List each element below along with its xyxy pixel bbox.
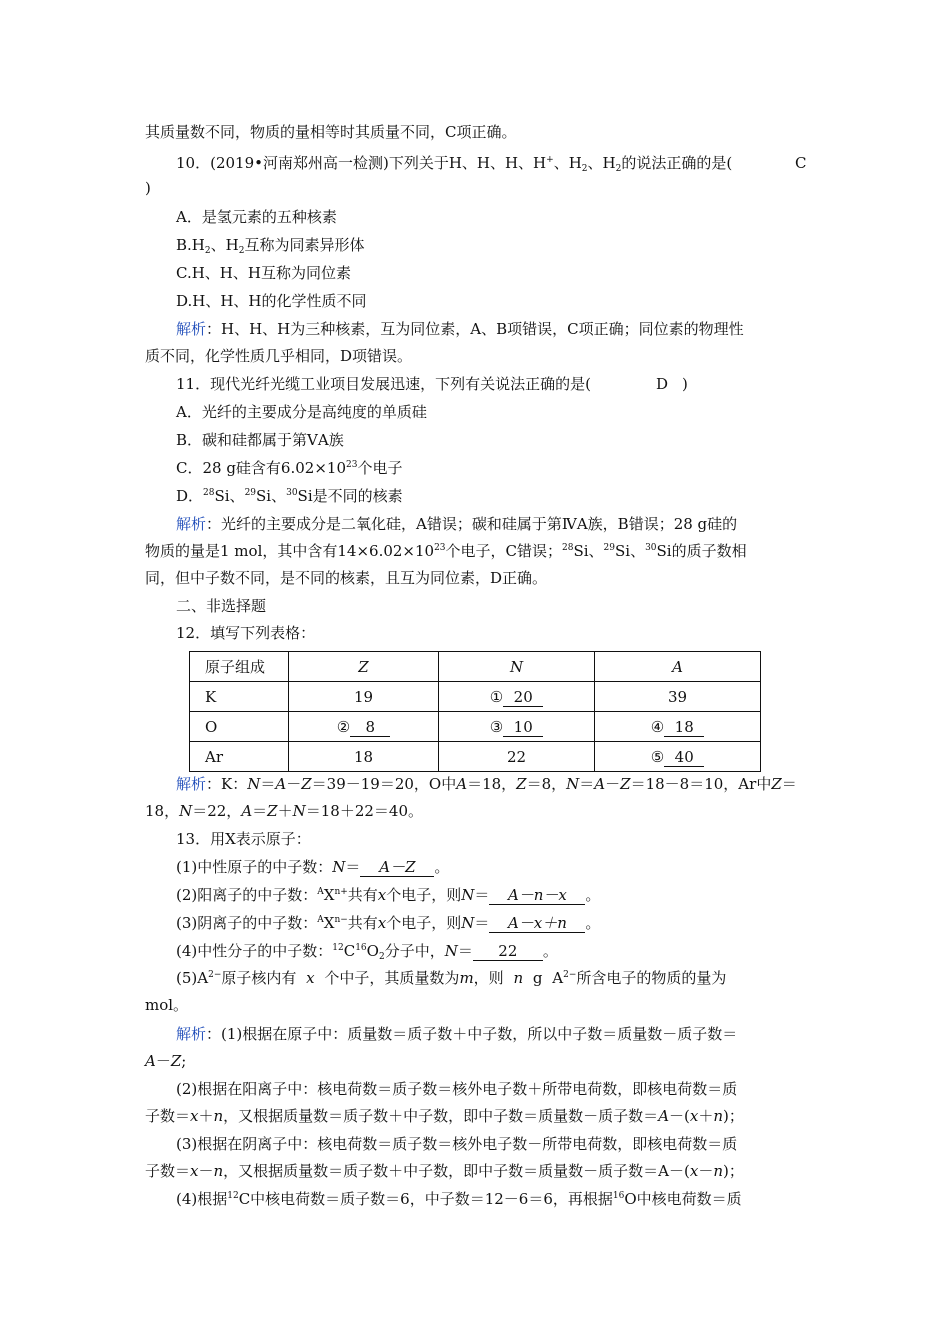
table-cell: O	[190, 712, 289, 742]
analysis-label: 解析	[176, 775, 207, 793]
option-c: C.H、H、H互称为同位素	[176, 264, 351, 282]
option-d: D．$^{28}$Si、$^{29}$Si、$^{30}$Si是不同的核素	[176, 487, 403, 505]
text-line: A－Z;	[145, 1052, 187, 1070]
table-header: Z	[289, 652, 439, 682]
blank-answer: 8	[350, 719, 390, 737]
table-cell: 19	[289, 682, 439, 712]
question-13-2: (2)阳离子的中子数：$^AX^{n+}$共有x个电子，则N＝ A－n－x 。	[176, 886, 601, 904]
text-line: 子数＝x－n，又根据质量数＝质子数＋中子数，即中子数＝质量数－质子数＝A－(x－n)；	[145, 1162, 744, 1180]
table-cell: ④ 18	[595, 712, 761, 742]
analysis-11: 解析：光纤的主要成分是二氧化硅，A错误；碳和硅属于第ⅣA族，B错误；28 g硅的	[176, 515, 738, 533]
blank-answer: 40	[664, 749, 704, 767]
text-line: )	[682, 375, 688, 393]
question-11: 11．现代光纤光缆工业项目发展迅速，下列有关说法正确的是(	[176, 375, 591, 393]
option-a: A．光纤的主要成分是高纯度的单质硅	[176, 403, 427, 421]
table-cell: 18	[289, 742, 439, 772]
option-b: B．碳和硅都属于第ⅤA族	[176, 431, 344, 449]
table-row	[190, 742, 761, 772]
question-13-4: (4)中性分子的中子数：$^{12}C^{16}O_2$分子中，N＝ 22 。	[176, 942, 558, 962]
text-line: (4)根据$^{12}$C中核电荷数＝质子数＝6，中子数＝12－6＝6，再根据$^{16}$O中核电荷数＝质	[176, 1190, 742, 1208]
option-a: A．是氢元素的五种核素	[176, 208, 337, 226]
analysis-10: 解析：H、H、H为三种核素，互为同位素，A、B项错误，C项正确；同位素的物理性	[176, 320, 744, 338]
table-row	[190, 712, 761, 742]
blank-answer: 22	[473, 943, 543, 961]
analysis-12: 解析：K：N＝A－Z＝39－19＝20，O中A＝18，Z＝8，N＝A－Z＝18－8＝10，Ar中Z＝	[176, 775, 797, 793]
analysis-13: 解析：(1)根据在原子中：质量数＝质子数＋中子数，所以中子数＝质量数－质子数＝	[176, 1025, 738, 1043]
question-13-1: (1)中性原子的中子数：N＝ A－Z 。	[176, 858, 450, 876]
question-12: 12．填写下列表格：	[176, 624, 316, 642]
table-header-row	[190, 652, 761, 682]
table-cell: ③ 10	[439, 712, 595, 742]
analysis-label: 解析	[176, 1025, 207, 1043]
atom-table	[189, 651, 761, 772]
question-13-3: (3)阴离子的中子数：$^AX^{n-}$共有x个电子，则N＝ A－x＋n 。	[176, 914, 601, 932]
blank-answer: 20	[503, 689, 543, 707]
text-line: 质不同，化学性质几乎相同，D项错误。	[145, 347, 413, 365]
blank-answer: 10	[503, 719, 543, 737]
table-cell: K	[190, 682, 289, 712]
text-line: 18，N＝22，A＝Z＋N＝18＋22＝40。	[145, 802, 424, 820]
table-cell: 39	[595, 682, 761, 712]
blank-answer: A－x＋n	[489, 915, 585, 933]
option-b: $B.H_2$、$H_2$互称为同素异形体	[176, 236, 365, 256]
question-10: 10．(2019•河南郑州高一检测)下列关于H、H、H、H+、$H_2$、$H_2$的说法正确的是(	[176, 154, 733, 174]
option-c: C．28 g硅含有$6.02\times 10^{23}$个电子	[176, 459, 403, 477]
blank-answer: 18	[664, 719, 704, 737]
table-header: A	[595, 652, 761, 682]
answer-11: D	[656, 375, 669, 393]
table-row	[190, 682, 761, 712]
table-cell: 22	[439, 742, 595, 772]
table-cell: ① 20	[439, 682, 595, 712]
table-cell: Ar	[190, 742, 289, 772]
text-line: 物质的量是1 mol，其中含有$14\times 6.02\times 10^{23}$个电子，C错误；$^{28}$Si、$^{29}$Si、$^{30}$Si的质子数相	[145, 542, 747, 560]
table-cell: ② 8	[289, 712, 439, 742]
blank-answer: A－Z	[360, 859, 434, 877]
text-line: (3)根据在阴离子中：核电荷数＝质子数＝核外电子数－所带电荷数，即核电荷数＝质	[176, 1135, 738, 1153]
text-line: 同，但中子数不同，是不同的核素，且互为同位素，D正确。	[145, 569, 548, 587]
section-heading: 二、非选择题	[176, 597, 267, 615]
question-13-5: $(5)A^{2-}$原子核内有 x 个中子，其质量数为m，则 n g $A^{2-}$所含电子的物质的量为	[176, 969, 727, 987]
text-line: 子数＝x＋n，又根据质量数＝质子数＋中子数，即中子数＝质量数－质子数＝A－(x＋n)；	[145, 1107, 744, 1125]
text-line: mol。	[145, 996, 189, 1014]
text-line: 其质量数不同，物质的量相等时其质量不同，C项正确。	[145, 123, 517, 141]
analysis-label: 解析	[176, 515, 207, 533]
blank-answer: A－n－x	[489, 887, 585, 905]
text-line: (2)根据在阳离子中：核电荷数＝质子数＝核外电子数＋所带电荷数，即核电荷数＝质	[176, 1080, 738, 1098]
analysis-label: 解析	[176, 320, 207, 338]
question-13: 13．用X表示原子：	[176, 830, 311, 848]
text-line: )	[145, 179, 151, 197]
answer-10: C	[795, 154, 807, 172]
table-header: N	[439, 652, 595, 682]
table-cell: ⑤ 40	[595, 742, 761, 772]
table-header: 原子组成	[190, 652, 289, 682]
option-d: D.H、H、H的化学性质不同	[176, 292, 367, 310]
